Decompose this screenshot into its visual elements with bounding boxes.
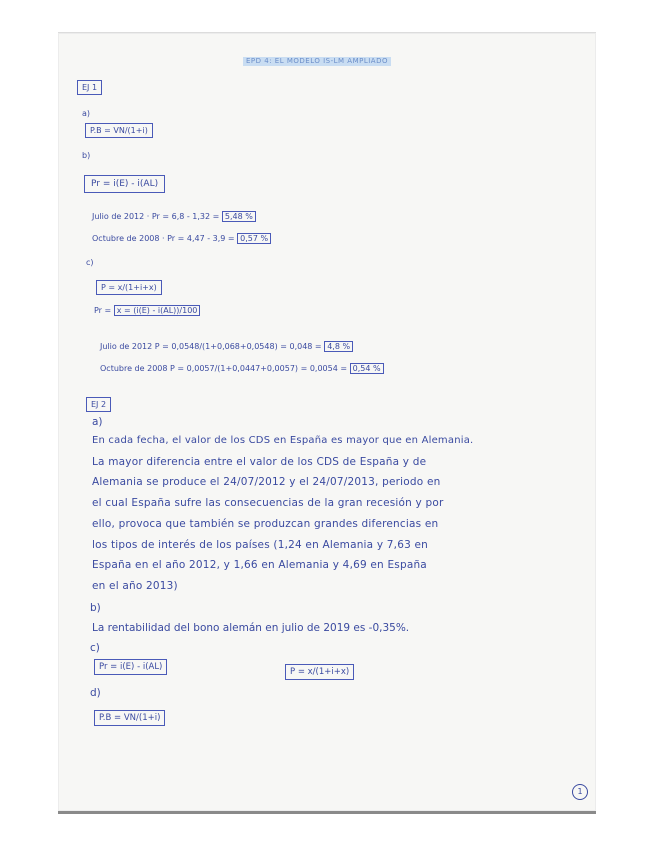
ej1-c-formula: P = x/(1+i+x) — [96, 280, 162, 295]
ej2-a-line-8: en el año 2013) — [92, 579, 178, 592]
ej1-a-label: a) — [82, 109, 91, 118]
ej2-a-line-2: La mayor diferencia entre el valor de los CDS de España y de — [92, 455, 427, 468]
ej2-c-formula1: Pr = i(E) - i(AL) — [94, 659, 167, 675]
page-number-text: 1 — [577, 787, 583, 796]
ej2-c-formula2: P = x/(1+i+x) — [285, 664, 354, 680]
ej1-b-line2-text: Octubre de 2008 · Pr = 4,47 - 3,9 = — [92, 234, 235, 243]
ej1-heading: EJ 1 — [77, 80, 102, 95]
ej2-a-label: a) — [92, 416, 103, 428]
page-title: EPD 4: EL MODELO IS-LM AMPLIADO — [243, 57, 391, 66]
ej2-a-line-7: España en el año 2012, y 1,66 en Alemania y 4,69 en España — [92, 559, 427, 572]
ej2-b-label: b) — [90, 602, 101, 614]
ej1-b-line1 — [92, 213, 256, 221]
ej2-a-line-5: ello, provoca que también se produzcan grandes diferencias en — [92, 517, 439, 530]
ej1-c-line2-text: Octubre de 2008 P = 0,0057/(1+0,0447+0,0057) = 0,0054 = — [100, 364, 348, 373]
ej2-c-label: c) — [90, 642, 100, 654]
ej1-c-formula2: x = (i(E) - i(AL))/100 — [114, 305, 201, 316]
ej1-c-line2-result: 0,54 % — [350, 363, 384, 374]
ej1-c-formula2-prefix: Pr = — [94, 306, 112, 315]
ej1-b-line2-result: 0,57 % — [237, 233, 271, 244]
ej2-a-line-6: los tipos de interés de los países (1,24 en Alemania y 7,63 en — [92, 538, 429, 551]
ej2-d-label: d) — [90, 687, 101, 699]
ej2-b-text: La rentabilidad del bono alemán en julio de 2019 es -0,35%. — [92, 622, 410, 634]
page-number — [572, 784, 588, 800]
ej2-a-line-1: En cada fecha, el valor de los CDS en España es mayor que en Alemania. — [92, 435, 474, 446]
ej1-b-line1-text: Julio de 2012 · Pr = 6,8 - 1,32 = — [92, 212, 220, 221]
ej1-c-formula2-line — [94, 307, 200, 315]
ej1-c-line1-result: 4,8 % — [324, 341, 353, 352]
ej1-b-label: b) — [82, 151, 91, 160]
ej1-b-line1-result: 5,48 % — [222, 211, 256, 222]
ej2-a-paragraph — [92, 431, 582, 597]
ej2-heading: EJ 2 — [86, 397, 111, 412]
ej1-c-line2 — [100, 365, 384, 373]
ej2-a-line-4: el cual España sufre las consecuencias de la gran recesión y por — [92, 497, 444, 510]
ej2-a-line-3: Alemania se produce el 24/07/2012 y el 24/07/2013, periodo en — [92, 476, 441, 489]
ej1-c-line1 — [100, 343, 353, 351]
ej1-b-formula: Pr = i(E) - i(AL) — [84, 175, 165, 193]
ej1-b-line2 — [92, 235, 271, 243]
notebook-page — [58, 32, 596, 814]
ej1-c-label: c) — [86, 258, 94, 267]
ej1-c-line1-text: Julio de 2012 P = 0,0548/(1+0,068+0,0548) = 0,048 = — [100, 342, 322, 351]
ej1-a-formula: P.B = VN/(1+i) — [85, 123, 153, 138]
ej2-d-formula: P.B = VN/(1+i) — [94, 710, 165, 726]
